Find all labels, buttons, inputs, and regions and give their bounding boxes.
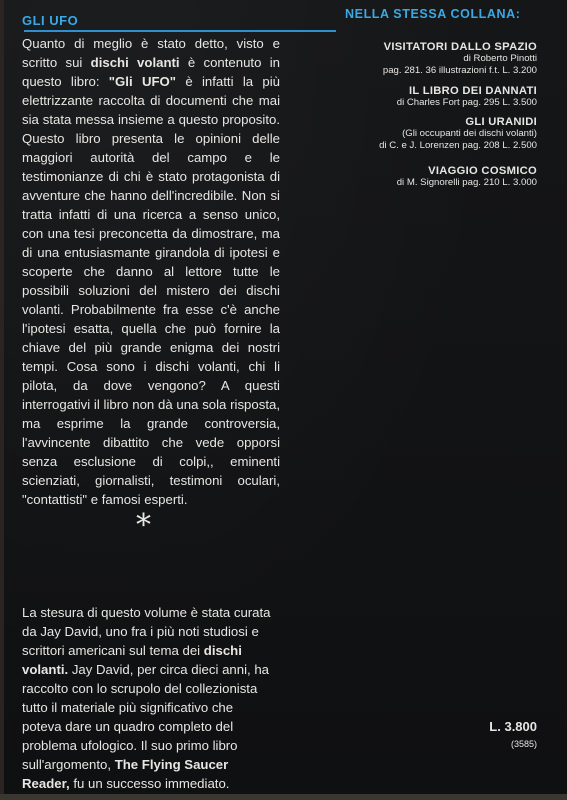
series-book-title: IL LIBRO DEI DANNATI [408,85,537,97]
series-book-details: di Charles Fort pag. 295 L. 3.500 [396,97,537,108]
author-note-text [22,603,274,793]
description-part: è infatti la più elettrizzante raccolta di documenti che mai sia stata messa insieme a questo proposito. Questo libro presenta le opinioni delle maggiori autorità del campo e le testimonianze di chi è stato protagonista di avventure che hanno dell'incredibile. Non si tratta infatti di una ricerca a senso unico, con una tesi preconcetta da dimostrare, ma di una entusiasmante girandola di ipotesi e scoperte che danno al lettore tutte le possibili soluzioni del mistero dei dischi volanti. Probabilmente fra esse c'è anche l'ipotesi esatta, quella che può fornire la chiave del più grande enigma dei nostri tempi. Cosa sono i dischi volanti, chi li pilota, da dove vengono? A questi interrogativi il libro non dà una sola risposta, ma esprime la grande controversia, l'avvincente dibattito che vede opporsi senza esclusione di colpi,, eminenti scienziati, giornalisti, testimoni oculari, "contattisti" e famosi esperti. [22,74,280,507]
price-label: L. 3.800 [489,719,537,734]
series-book-details: di C. e J. Lorenzen pag. 208 L. 2.500 [379,140,537,151]
description-part: è contenuto in questo libro: [22,55,280,89]
page-edge [0,0,4,800]
description-part: Quanto di meglio è stato detto, visto e scritto sui [22,36,280,70]
section-title: GLI UFO [22,13,79,28]
series-book-author: di Roberto Pinotti [463,53,537,64]
series-book-details: pag. 281. 36 illustrazioni f.t. L. 3.200 [382,65,537,76]
title-underline [24,30,336,32]
asterisk-separator: * [136,508,151,543]
book-title-bold: "Gli UFO" [108,74,177,89]
author-note-bold: dischi volanti. [22,643,242,677]
description-bold: dischi volanti [90,55,180,70]
series-book-title: VIAGGIO COSMICO [428,165,537,177]
series-book [379,116,537,152]
series-book-title: VISITATORI DALLO SPAZIO [383,41,537,53]
series-book [397,165,537,189]
author-note-part: La stesura di questo volume è stata curata da Jay David, uno fra i più noti studiosi e scrittori americani sul tema dei [22,605,271,658]
catalog-code: (3585) [510,739,537,749]
series-book [383,41,537,77]
series-book [397,85,537,109]
author-note-part: Jay David, per circa dieci anni, ha raccolto con lo scrupolo del collezionista tutto il materiale più significativo che poteva dare un quadro completo del problema ufologico. Il suo primo libro sull'argomento, [22,662,270,772]
page-edge-bottom [0,794,567,800]
series-book-details: di M. Signorelli pag. 210 L. 3.000 [396,177,537,188]
english-title-bold: The Flying Saucer Reader, [22,757,229,791]
author-note-part: fu un successo immediato. [69,776,230,791]
series-book-title: GLI URANIDI [465,116,537,128]
description-text [22,34,280,509]
series-book-subtitle: (Gli occupanti dei dischi volanti) [402,128,537,139]
series-heading: NELLA STESSA COLLANA: [345,7,521,21]
